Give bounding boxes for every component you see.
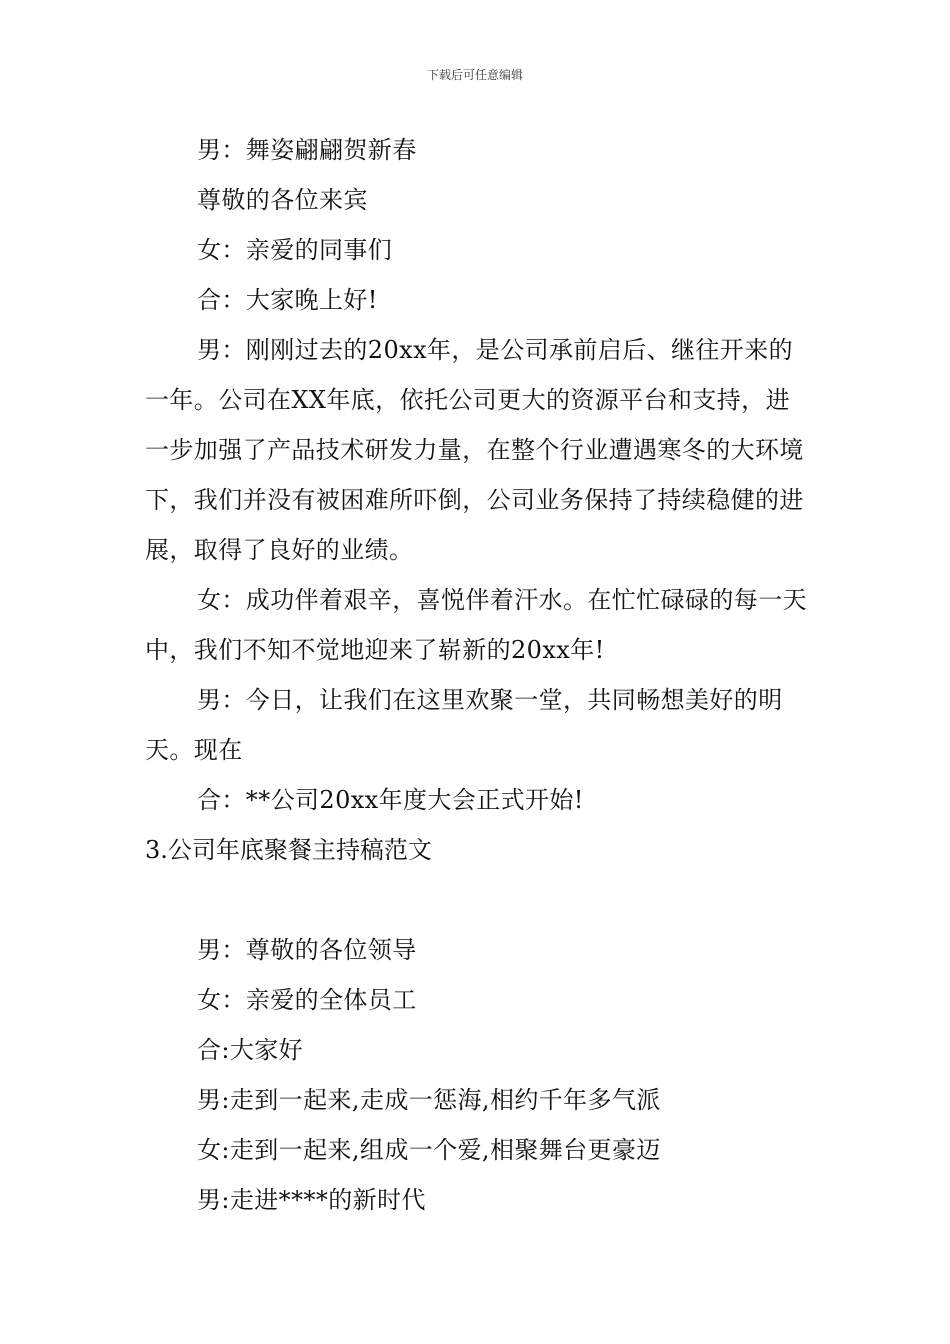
paragraph: 女:走到一起来,组成一个爱,相聚舞台更豪迈	[197, 1136, 661, 1164]
paragraph: 合:大家好	[197, 1036, 304, 1064]
section-heading: 3.公司年底聚餐主持稿范文	[145, 836, 432, 864]
page-header-note: 下载后可任意编辑	[426, 68, 523, 82]
document-body	[145, 125, 810, 1225]
paragraph: 男:走到一起来,走成一惩海,相约千年多气派	[197, 1086, 661, 1114]
paragraph: 男：尊敬的各位领导	[197, 936, 417, 964]
paragraph: 女：亲爱的全体员工	[197, 986, 417, 1014]
paragraph: 合：大家晚上好!	[197, 286, 378, 314]
paragraph: 男：刚刚过去的20xx年，是公司承前启后、继往开来的一年。公司在XX年底，依托公司更大的资源平台和支持，进一步加强了产品技术研发力量，在整个行业遭遇寒冬的大环境下，我们并没有被困难所吓倒，公司业务保持了持续稳健的进展，取得了良好的业绩。	[145, 336, 804, 564]
paragraph: 女：亲爱的同事们	[197, 236, 393, 264]
blank-line	[145, 875, 810, 925]
paragraph: 男：舞姿翩翩贺新春	[197, 136, 417, 164]
paragraph: 男:走进****的新时代	[197, 1186, 426, 1214]
paragraph: 合：**公司20xx年度大会正式开始!	[197, 786, 584, 814]
paragraph: 男：今日，让我们在这里欢聚一堂，共同畅想美好的明天。现在	[145, 686, 783, 764]
paragraph: 尊敬的各位来宾	[197, 186, 368, 214]
paragraph: 女：成功伴着艰辛，喜悦伴着汗水。在忙忙碌碌的每一天中，我们不知不觉地迎来了崭新的20xx年!	[145, 586, 807, 664]
